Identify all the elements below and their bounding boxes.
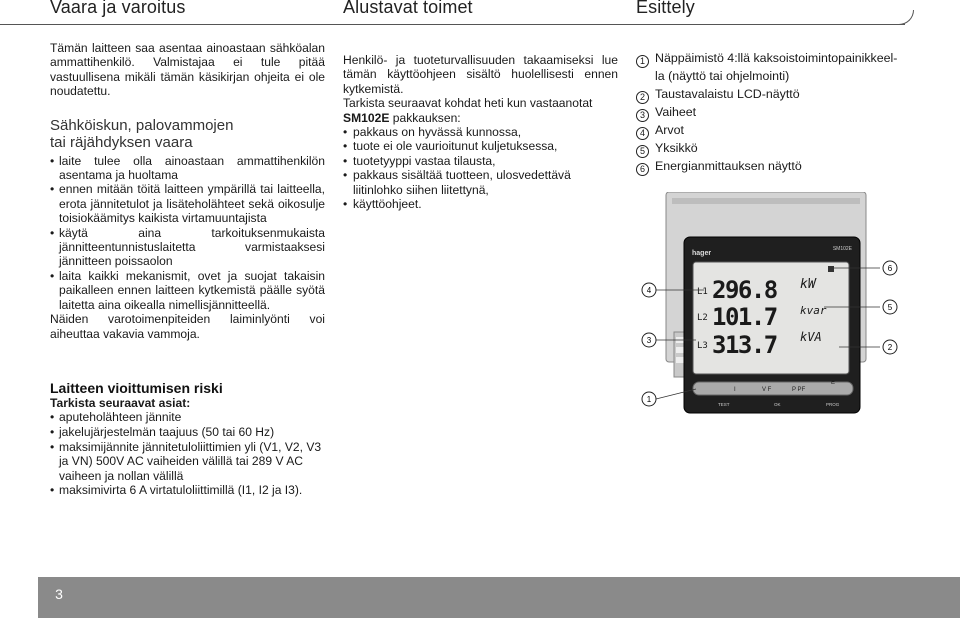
section-title-warnings: Vaara ja varoitus [50, 0, 186, 17]
brand-logo: hager [692, 250, 712, 257]
key-label: PROG [826, 402, 840, 407]
damage-title: Laitteen vioittumisen riski [50, 380, 223, 396]
list-item: • jakelujärjestelmän taajuus (50 tai 60 Hz) [50, 425, 330, 440]
key-label: E [831, 380, 836, 386]
footer-tab [0, 577, 38, 618]
callout-number: 3 [636, 109, 649, 122]
unit-label: kVA [800, 330, 822, 344]
left-column [50, 41, 325, 341]
device-back-ridge [672, 198, 860, 204]
hazard-title-line1: Sähköiskun, palovammojen [50, 116, 234, 134]
unit-label: kvar [800, 304, 827, 317]
key-label: P PF [792, 387, 806, 393]
intro-text: Tämän laitteen saa asentaa ainoastaan sähköalan ammattihenkilö. Valmistajaa ei tule pitää vastuullisena mikäli tämän käsikirjan ohjeita ei ole noudatettu. [50, 41, 325, 99]
legend-item-energy [636, 158, 916, 176]
list-item: • maksimijännite jännitetuloliittimien yli (V1, V2, V3 ja VN) 500V AC vaiheiden välillä tai 289 V AC vaiheen ja nollan välillä [50, 440, 330, 484]
legend-text: Taustavalaistu LCD-näyttö [655, 86, 800, 101]
list-item: • käyttöohjeet. [343, 197, 618, 211]
list-item: • pakkaus on hyvässä kunnossa, [343, 125, 618, 139]
key-label: V F [762, 387, 772, 393]
list-item: • maksimivirta 6 A virtatuloliittimillä (I1, I2 ja I3). [50, 483, 330, 498]
legend-item-unit [636, 140, 916, 158]
list-item: • laite tulee olla ainoastaan ammattihenkilön asentama ja huoltama [50, 154, 325, 183]
legend-text: Arvot [655, 122, 684, 137]
callout-number: 3 [646, 336, 652, 345]
hazard-title [50, 117, 325, 151]
callout-number: 1 [646, 395, 652, 404]
component-legend [636, 50, 916, 176]
value-readout: 296.8 [712, 276, 777, 304]
section-title-presentation: Esittely [636, 0, 695, 17]
model-name: SM102E [343, 110, 390, 125]
header-rule-curve [898, 10, 914, 25]
legend-text: Näppäimistö 4:llä kaksoistoimintopainikkeel- [655, 51, 898, 65]
header-rule [0, 24, 905, 25]
value-readout: 313.7 [712, 331, 777, 359]
damage-subtitle: Tarkista seuraavat asiat: [50, 396, 191, 410]
damage-list [50, 410, 330, 498]
check-text [343, 96, 618, 125]
key-label: TEST [718, 402, 730, 407]
phase-label: L3 [697, 341, 708, 351]
key-label: I [734, 387, 736, 393]
key-label: OK [774, 402, 781, 407]
list-item: • pakkaus sisältää tuotteen, ulosvedettävä liitinlohko siihen liitettynä, [343, 168, 618, 197]
safety-intro: Henkilö- ja tuoteturvallisuuden takaamiseksi lue tämän käyttöohjeen sisältö huolellisesti ennen kytkemistä. [343, 53, 618, 96]
callout-number: 4 [646, 286, 652, 295]
package-suffix: pakkauksen: [392, 110, 461, 125]
damage-section [50, 380, 330, 498]
legend-item-lcd [636, 86, 916, 104]
section-title-preliminary: Alustavat toimet [343, 0, 473, 17]
check-text-label: Tarkista seuraavat kohdat heti kun vastaanotat [343, 96, 593, 111]
hazard-list [50, 154, 325, 312]
legend-item-keypad-cont: la (näyttö tai ohjelmointi) [655, 69, 790, 83]
list-item: • tuotetyyppi vastaa tilausta, [343, 154, 618, 168]
middle-column [343, 53, 618, 211]
callout-number: 2 [636, 91, 649, 104]
legend-text: Yksikkö [655, 140, 698, 155]
callout-number: 6 [636, 163, 649, 176]
phase-label: L2 [697, 313, 708, 323]
legend-item-phases [636, 104, 916, 122]
list-item: • ennen mitään töitä laitteen ympärillä tai laitteella, erota jännitetulot ja lisäteholähteet sekä oikosulje toisiokäämitys kaikista virtamuuntajista [50, 182, 325, 225]
legend-text: Vaiheet [655, 104, 697, 119]
callout-number: 5 [636, 145, 649, 158]
phase-label: L1 [697, 287, 708, 297]
callout-number: 2 [887, 343, 893, 352]
unit-label: kW [800, 277, 816, 292]
keypad-bar[interactable] [693, 382, 853, 395]
device-illustration [634, 192, 914, 428]
callout-number: 1 [636, 55, 649, 68]
value-readout: 101.7 [712, 303, 777, 331]
list-item: • aputeholähteen jännite [50, 410, 330, 425]
legend-item-values [636, 122, 916, 140]
package-checklist [343, 125, 618, 211]
energy-indicator [828, 266, 834, 272]
legend-text: Energianmittauksen näyttö [655, 158, 802, 173]
callout-number: 5 [887, 303, 893, 312]
device-model-label: SM102E [832, 246, 852, 252]
page-number: 3 [55, 586, 63, 602]
list-item: • käytä aina tarkoituksenmukaista jännitteentunnistuslaitetta varmistaaksesi jännitteen poissaolon [50, 226, 325, 269]
list-item: • tuote ei ole vaurioitunut kuljetuksessa, [343, 139, 618, 153]
page-footer [0, 577, 960, 618]
callout-number: 4 [636, 127, 649, 140]
hazard-title-line2: tai räjähdyksen vaara [50, 133, 193, 151]
legend-item-keypad [636, 50, 916, 68]
hazard-note: Näiden varotoimenpiteiden laiminlyönti voi aiheuttaa vakavia vammoja. [50, 312, 325, 341]
callout-number: 6 [887, 264, 893, 273]
list-item: • laita kaikki mekanismit, ovet ja suojat takaisin paikalleen ennen laitteen kytkemistä päälle syötä laitetta aina oikealla nimellisjännitteellä. [50, 269, 325, 312]
